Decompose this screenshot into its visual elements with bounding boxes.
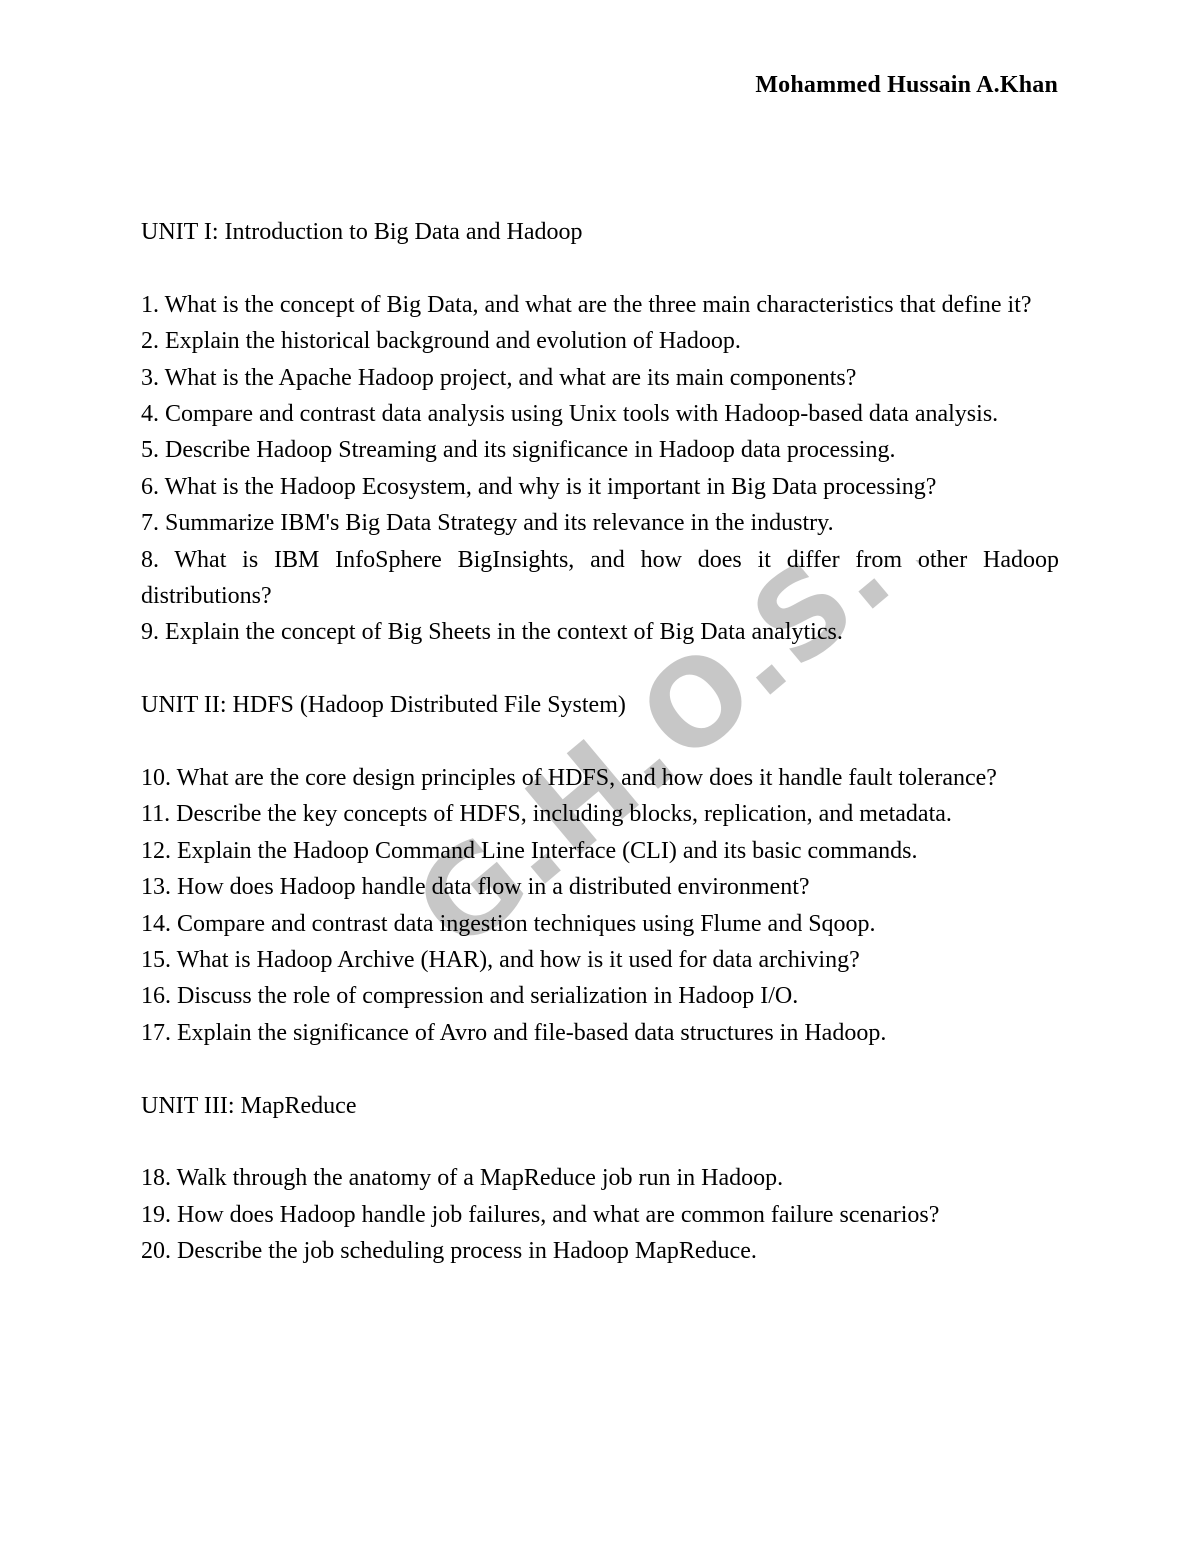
question-12: 12. Explain the Hadoop Command Line Interface (CLI) and its basic commands. xyxy=(141,837,918,864)
question-3: 3. What is the Apache Hadoop project, and what are its main components? xyxy=(141,364,857,391)
question-6: 6. What is the Hadoop Ecosystem, and why is it important in Big Data processing? xyxy=(141,473,937,500)
question-7: 7. Summarize IBM's Big Data Strategy and its relevance in the industry. xyxy=(141,510,834,537)
question-10: 10. What are the core design principles of HDFS, and how does it handle fault tolerance? xyxy=(141,765,997,792)
question-14: 14. Compare and contrast data ingestion techniques using Flume and Sqoop. xyxy=(141,910,876,937)
question-5: 5. Describe Hadoop Streaming and its significance in Hadoop data processing. xyxy=(141,437,896,464)
question-17: 17. Explain the significance of Avro and file-based data structures in Hadoop. xyxy=(141,1019,887,1046)
unit-3-heading: UNIT III: MapReduce xyxy=(141,1092,357,1119)
unit-1-heading: UNIT I: Introduction to Big Data and Hadoop xyxy=(141,219,583,245)
question-15: 15. What is Hadoop Archive (HAR), and how is it used for data archiving? xyxy=(141,947,860,974)
question-8: 8. What is IBM InfoSphere BigInsights, and how does it differ from other Hadoop distributions? xyxy=(141,546,1059,610)
question-2: 2. Explain the historical background and evolution of Hadoop. xyxy=(141,328,741,355)
question-1: 1. What is the concept of Big Data, and what are the three main characteristics that define it? xyxy=(141,291,1032,318)
question-19: 19. How does Hadoop handle job failures, and what are common failure scenarios? xyxy=(141,1201,940,1228)
question-11: 11. Describe the key concepts of HDFS, including blocks, replication, and metadata. xyxy=(141,801,952,828)
unit-2-heading: UNIT II: HDFS (Hadoop Distributed File System) xyxy=(141,692,626,719)
question-9: 9. Explain the concept of Big Sheets in the context of Big Data analytics. xyxy=(141,619,843,646)
question-4: 4. Compare and contrast data analysis using Unix tools with Hadoop-based data analysis. xyxy=(141,401,999,428)
author-name: Mohammed Hussain A.Khan xyxy=(755,72,1058,98)
question-16: 16. Discuss the role of compression and serialization in Hadoop I/O. xyxy=(141,983,799,1010)
question-20: 20. Describe the job scheduling process in Hadoop MapReduce. xyxy=(141,1238,757,1265)
question-13: 13. How does Hadoop handle data flow in a distributed environment? xyxy=(141,874,810,901)
question-18: 18. Walk through the anatomy of a MapReduce job run in Hadoop. xyxy=(141,1165,784,1192)
watermark-text: G.H.O.S.T xyxy=(400,560,920,977)
question-list xyxy=(141,214,1059,1270)
